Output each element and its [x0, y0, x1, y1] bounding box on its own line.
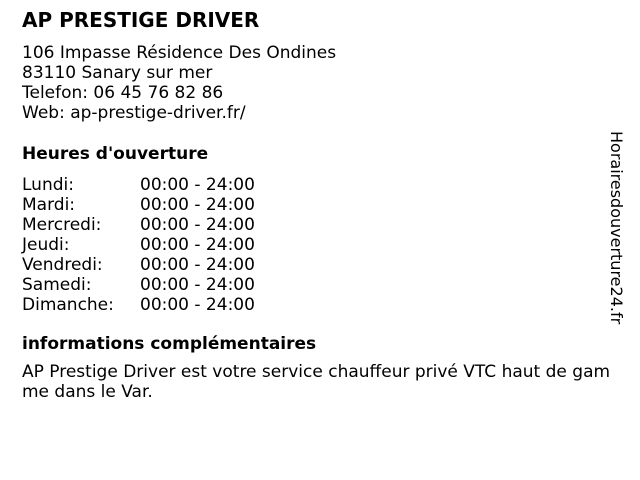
- business-name-title: AP PRESTIGE DRIVER: [22, 8, 260, 32]
- day-label: Mardi:: [22, 195, 76, 215]
- info-text-line-2: me dans le Var.: [22, 382, 153, 402]
- time-value: 00:00 - 24:00: [140, 235, 255, 255]
- hours-row-saturday: [22, 275, 255, 295]
- day-label: Lundi:: [22, 175, 74, 195]
- hours-row-friday: [22, 255, 255, 275]
- day-label: Dimanche:: [22, 295, 114, 315]
- day-label: Vendredi:: [22, 255, 103, 275]
- info-text-line-1: AP Prestige Driver est votre service chauffeur privé VTC haut de gam: [22, 362, 611, 382]
- opening-hours-table: [22, 175, 255, 315]
- additional-info-text: [22, 362, 611, 402]
- additional-info-heading: informations complémentaires: [22, 334, 317, 354]
- day-label: Jeudi:: [22, 235, 70, 255]
- hours-row-sunday: [22, 295, 255, 315]
- address-block: [22, 43, 336, 123]
- site-watermark: Horairesdouverture24.fr: [607, 131, 626, 325]
- time-value: 00:00 - 24:00: [140, 275, 255, 295]
- hours-row-tuesday: [22, 195, 255, 215]
- phone-line: Telefon: 06 45 76 82 86: [22, 83, 224, 103]
- hours-row-monday: [22, 175, 255, 195]
- address-line-city: 83110 Sanary sur mer: [22, 63, 213, 83]
- website-line: Web: ap-prestige-driver.fr/: [22, 103, 246, 123]
- time-value: 00:00 - 24:00: [140, 195, 255, 215]
- time-value: 00:00 - 24:00: [140, 175, 255, 195]
- hours-row-wednesday: [22, 215, 255, 235]
- day-label: Mercredi:: [22, 215, 102, 235]
- hours-row-thursday: [22, 235, 255, 255]
- time-value: 00:00 - 24:00: [140, 255, 255, 275]
- opening-hours-heading: Heures d'ouverture: [22, 144, 209, 164]
- time-value: 00:00 - 24:00: [140, 215, 255, 235]
- day-label: Samedi:: [22, 275, 92, 295]
- time-value: 00:00 - 24:00: [140, 295, 255, 315]
- address-line-street: 106 Impasse Résidence Des Ondines: [22, 43, 337, 63]
